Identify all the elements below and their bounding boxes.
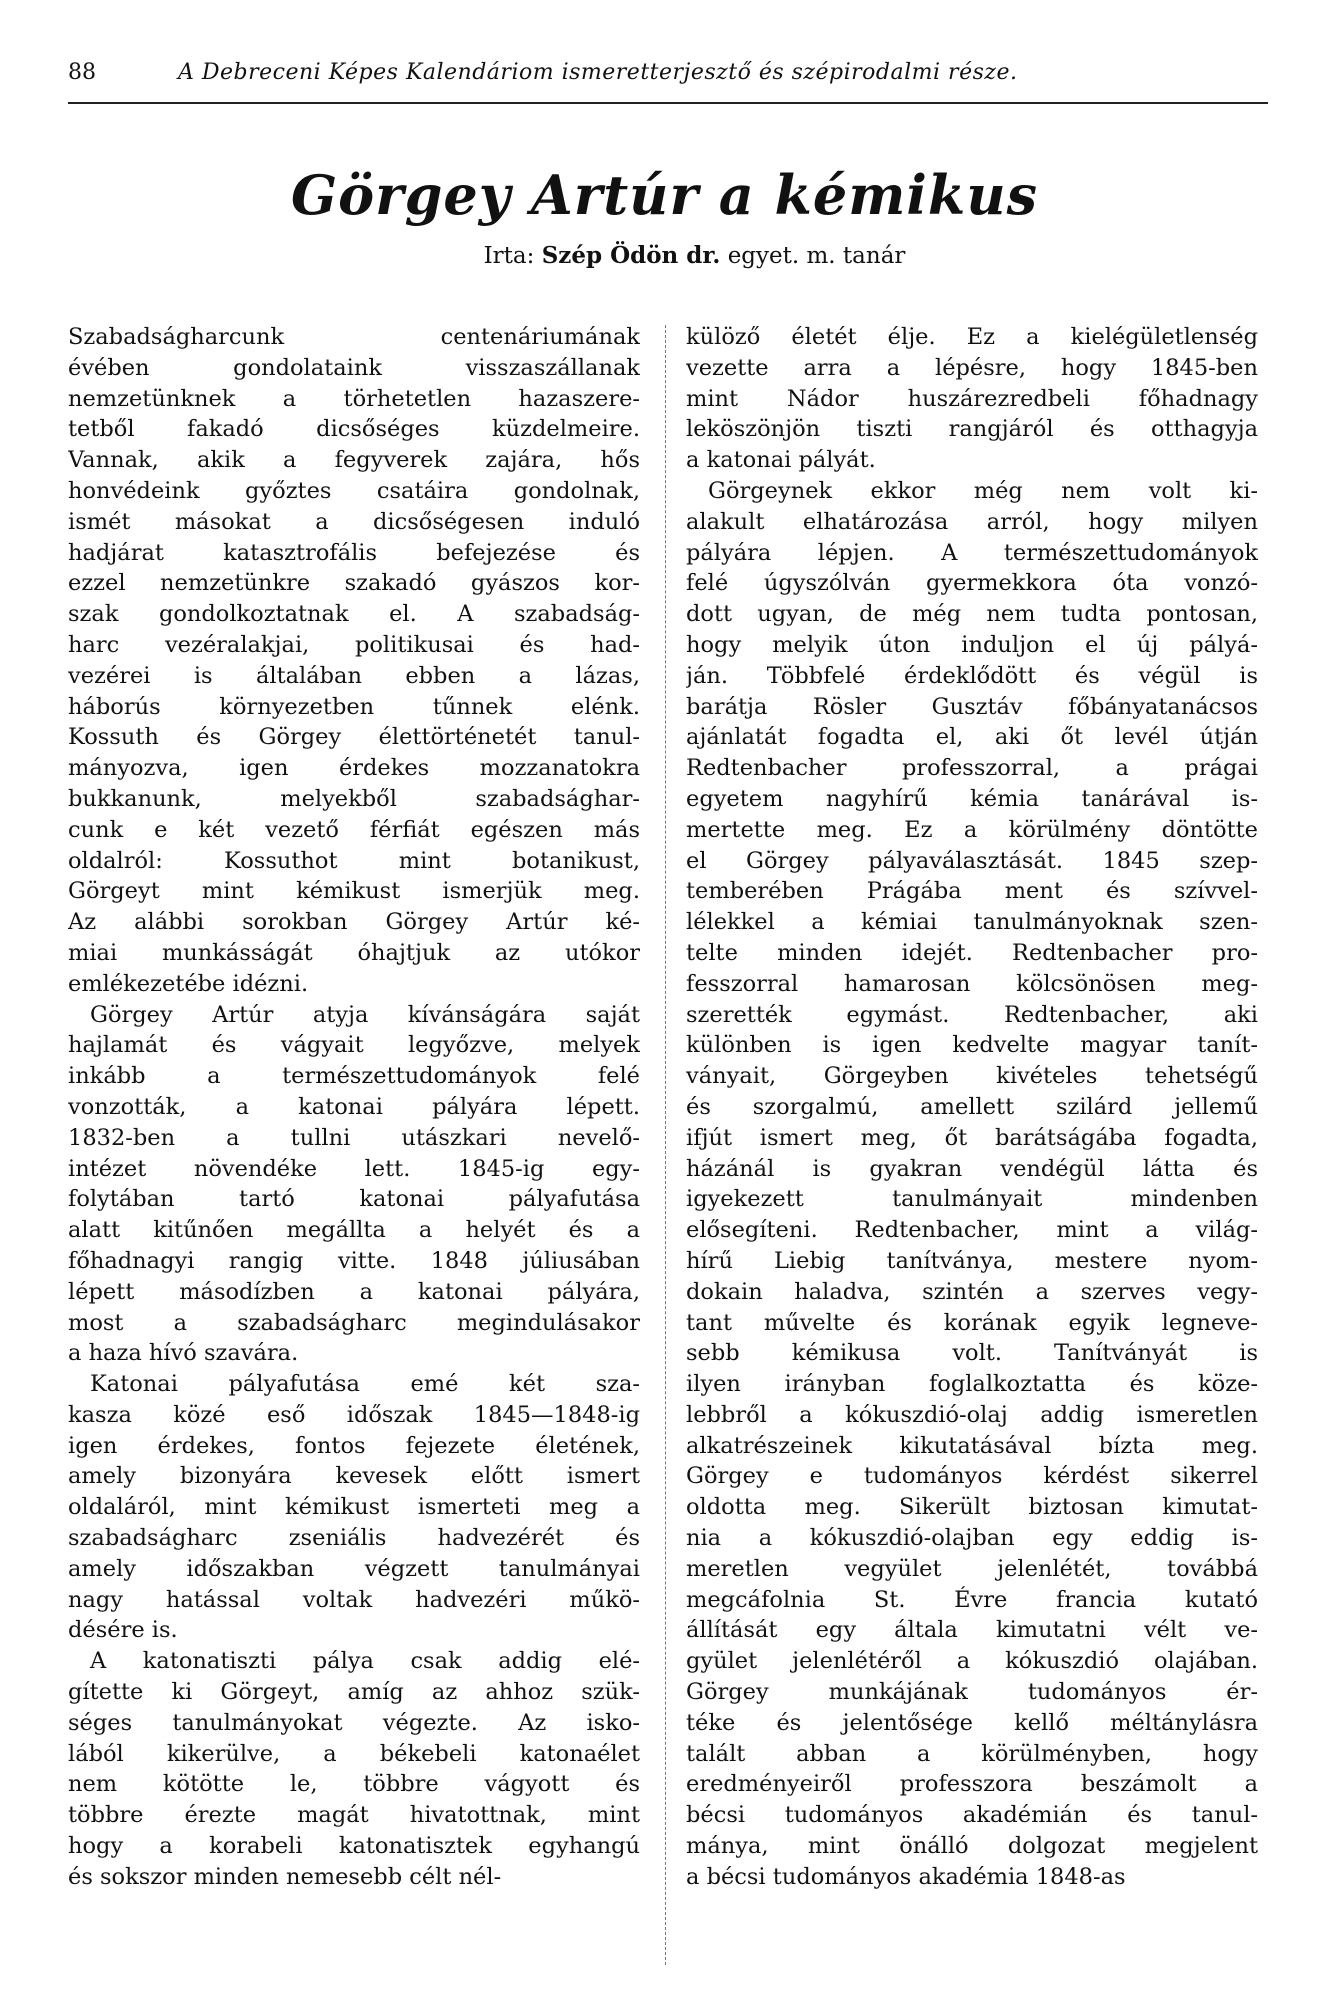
text-line: szerették egymást. Redtenbacher, aki bbox=[686, 1001, 1258, 1028]
text-line: vonzották, a katonai pályára lépett. bbox=[68, 1093, 640, 1120]
text-line: 1832-ben a tullni utászkari nevelő- bbox=[68, 1124, 640, 1151]
text-line: meretlen vegyület jelenlétét, továbbá bbox=[686, 1555, 1258, 1582]
text-line: nemzetünknek a törhetetlen hazaszere- bbox=[68, 385, 640, 412]
text-line: gítette ki Görgeyt, amíg az ahhoz szük- bbox=[68, 1679, 640, 1706]
text-line: többre érezte magát hivatottnak, mint bbox=[68, 1802, 640, 1829]
text-line: Görgey Artúr atyja kívánságára saját bbox=[90, 1001, 640, 1028]
text-line: téke és jelentősége kellő méltánylásra bbox=[686, 1709, 1258, 1736]
text-line: igyekezett tanulmányait mindenben bbox=[686, 1186, 1258, 1213]
text-line: séges tanulmányokat végezte. Az isko- bbox=[68, 1709, 640, 1736]
text-line: Szabadságharcunk centenáriumának bbox=[68, 324, 640, 350]
text-line: ezzel nemzetünkre szakadó gyászos kor- bbox=[68, 570, 640, 597]
text-line: intézet növendéke lett. 1845-ig egy- bbox=[68, 1155, 640, 1182]
text-line: tetből fakadó dicsőséges küzdelmeire. bbox=[68, 416, 640, 443]
text-line: nagy hatással voltak hadvezéri műkö- bbox=[68, 1586, 640, 1613]
text-line: különben is igen kedvelte magyar tanít- bbox=[686, 1032, 1258, 1059]
text-line: lebbről a kókuszdió-olaj addig ismeretlen bbox=[686, 1401, 1258, 1428]
text-line: kasza közé eső időszak 1845—1848-ig bbox=[68, 1401, 640, 1428]
running-head: A Debreceni Képes Kalendáriom ismeretterjesztő és szépirodalmi része. bbox=[178, 60, 1018, 85]
text-line: folytában tartó katonai pályafutása bbox=[68, 1186, 640, 1213]
text-line: egyetem nagyhírű kémia tanárával is- bbox=[686, 785, 1258, 812]
text-line: megcáfolnia St. Évre francia kutató bbox=[686, 1586, 1258, 1613]
text-line: inkább a természettudományok felé bbox=[68, 1063, 640, 1090]
text-line: felé úgyszólván gyermekkora óta vonzó- bbox=[686, 570, 1258, 597]
text-line: hogy a korabeli katonatisztek egyhangú bbox=[68, 1833, 640, 1860]
text-line: ismét másokat a dicsőségesen induló bbox=[68, 508, 640, 535]
text-line: oldaláról, mint kémikust ismerteti meg a bbox=[68, 1494, 640, 1521]
text-line: vezérei is általában ebben a lázas, bbox=[68, 662, 640, 689]
text-line: telte minden idejét. Redtenbacher pro- bbox=[686, 939, 1258, 966]
page-header bbox=[68, 60, 1268, 104]
text-line: eredményeiről professzora beszámolt a bbox=[686, 1771, 1258, 1798]
text-line: vezette arra a lépésre, hogy 1845-ben bbox=[686, 354, 1258, 381]
text-line: hajlamát és vágyait legyőzve, melyek bbox=[68, 1032, 640, 1059]
text-line: lélekkel a kémiai tanulmányoknak szen- bbox=[686, 909, 1258, 936]
text-line: igen érdekes, fontos fejezete életének, bbox=[68, 1432, 640, 1459]
text-line: dott ugyan, de még nem tudta pontosan, bbox=[686, 601, 1258, 628]
article-title: Görgey Artúr a kémikus bbox=[291, 163, 1038, 227]
text-line: bécsi tudományos akadémián és tanul- bbox=[686, 1802, 1258, 1829]
byline bbox=[0, 242, 1329, 269]
text-line: Görgeynek ekkor még nem volt ki- bbox=[708, 477, 1258, 504]
text-line: szabadságharc zseniális hadvezérét és bbox=[68, 1525, 640, 1552]
text-line: fesszorral hamarosan kölcsönösen meg- bbox=[686, 970, 1258, 997]
author-title: egyet. m. tanár bbox=[727, 243, 906, 269]
text-line: mányozva, igen érdekes mozzanatokra bbox=[68, 755, 640, 782]
text-line: évében gondolataink visszaszállanak bbox=[68, 354, 640, 381]
text-line: désére is. bbox=[68, 1617, 178, 1644]
text-line: alakult elhatározása arról, hogy milyen bbox=[686, 508, 1258, 535]
text-line: háborús környezetben tűnnek elénk. bbox=[68, 693, 640, 720]
text-line: Az alábbi sorokban Görgey Artúr ké- bbox=[68, 909, 640, 936]
column-divider bbox=[665, 325, 666, 1965]
text-line: dokain haladva, szintén a szerves vegy- bbox=[686, 1278, 1258, 1305]
text-line: Görgeyt mint kémikust ismerjük meg. bbox=[68, 878, 640, 905]
text-line: emlékezetébe idézni. bbox=[68, 970, 309, 997]
text-line: Vannak, akik a fegyverek zajára, hős bbox=[68, 447, 640, 474]
text-line: amely időszakban végzett tanulmányai bbox=[68, 1555, 640, 1582]
text-line: lépett másodízben a katonai pályára, bbox=[68, 1278, 640, 1305]
text-line: alatt kitűnően megállta a helyét és a bbox=[68, 1217, 640, 1244]
text-line: állítását egy általa kimutatni vélt ve- bbox=[686, 1617, 1258, 1644]
text-line: Görgey e tudományos kérdést sikerrel bbox=[686, 1463, 1258, 1490]
text-line: lából kikerülve, a békebeli katonaélet bbox=[68, 1740, 640, 1767]
text-line: temberében Prágába ment és szívvel- bbox=[686, 878, 1258, 905]
text-line: oldotta meg. Sikerült biztosan kimutat- bbox=[686, 1494, 1258, 1521]
text-line: és sokszor minden nemesebb célt nél- bbox=[68, 1863, 502, 1890]
page-number: 88 bbox=[68, 60, 96, 85]
text-line: alkatrészeinek kikutatásával bízta meg. bbox=[686, 1432, 1258, 1459]
text-line: ilyen irányban foglalkoztatta és köze- bbox=[686, 1371, 1258, 1398]
text-line: talált abban a körülményben, hogy bbox=[686, 1740, 1258, 1767]
text-line: ifjút ismert meg, őt barátságába fogadta, bbox=[686, 1124, 1258, 1151]
text-line: Redtenbacher professzorral, a prágai bbox=[686, 755, 1258, 782]
text-line: hírű Liebig tanítványa, mestere nyom- bbox=[686, 1247, 1258, 1274]
text-line: tant művelte és korának egyik legneve- bbox=[686, 1309, 1258, 1336]
text-line: ványait, Görgeyben kivételes tehetségű bbox=[686, 1063, 1258, 1090]
text-line: nia a kókuszdió-olajban egy eddig is- bbox=[686, 1525, 1258, 1552]
left-text-column bbox=[68, 322, 640, 1893]
text-line: sebb kémikusa volt. Tanítványát is bbox=[686, 1340, 1258, 1367]
right-text-column bbox=[686, 322, 1258, 1893]
text-line: bukkanunk, melyekből szabadsághar- bbox=[68, 785, 640, 812]
text-line: főhadnagyi rangig vitte. 1848 júliusában bbox=[68, 1247, 640, 1274]
text-line: hogy melyik úton induljon el új pályá- bbox=[686, 631, 1258, 658]
text-line: hadjárat katasztrofális befejezése és bbox=[68, 539, 640, 566]
text-line: mánya, mint önálló dolgozat megjelent bbox=[686, 1833, 1258, 1860]
text-line: ajánlatát fogadta el, aki őt levél útján bbox=[686, 724, 1258, 751]
text-line: barátja Rösler Gusztáv főbányatanácsos bbox=[686, 693, 1258, 720]
text-line: miai munkásságát óhajtjuk az utókor bbox=[68, 939, 640, 966]
text-line: most a szabadságharc megindulásakor bbox=[68, 1309, 640, 1336]
byline-prefix: Irta: bbox=[483, 243, 535, 269]
text-line: ján. Többfelé érdeklődött és végül is bbox=[686, 662, 1258, 689]
text-line: honvédeink győztes csatáira gondolnak, bbox=[68, 477, 640, 504]
text-line: házánál is gyakran vendégül látta és bbox=[686, 1155, 1258, 1182]
text-line: pályára lépjen. A természettudományok bbox=[686, 539, 1258, 566]
text-line: elősegíteni. Redtenbacher, mint a világ- bbox=[686, 1217, 1258, 1244]
text-line: szak gondolkoztatnak el. A szabadság- bbox=[68, 601, 640, 628]
text-line: mertette meg. Ez a körülmény döntötte bbox=[686, 816, 1258, 843]
text-line: A katonatiszti pálya csak addig elé- bbox=[90, 1648, 640, 1675]
text-line: cunk e két vezető férfiát egészen más bbox=[68, 816, 640, 843]
text-line: harc vezéralakjai, politikusai és had- bbox=[68, 631, 640, 658]
text-line: a haza hívó szavára. bbox=[68, 1340, 299, 1367]
text-line: külöző életét élje. Ez a kielégületlenség bbox=[686, 324, 1258, 350]
text-line: leköszönjön tiszti rangjáról és otthagyja bbox=[686, 416, 1258, 443]
author-name: Szép Ödön dr. bbox=[541, 242, 721, 269]
text-line: oldalról: Kossuthot mint botanikust, bbox=[68, 847, 640, 874]
text-line: a bécsi tudományos akadémia 1848-as bbox=[686, 1863, 1126, 1890]
text-line: Görgey munkájának tudományos ér- bbox=[686, 1679, 1258, 1706]
text-line: a katonai pályát. bbox=[686, 447, 876, 474]
text-line: Kossuth és Görgey élettörténetét tanul- bbox=[68, 724, 640, 751]
text-line: mint Nádor huszárezredbeli főhadnagy bbox=[686, 385, 1258, 412]
text-line: el Görgey pályaválasztását. 1845 szep- bbox=[686, 847, 1258, 874]
text-line: amely bizonyára kevesek előtt ismert bbox=[68, 1463, 640, 1490]
text-line: Katonai pályafutása emé két sza- bbox=[90, 1371, 640, 1398]
text-line: és szorgalmú, amellett szilárd jellemű bbox=[686, 1093, 1258, 1120]
text-line: nem kötötte le, többre vágyott és bbox=[68, 1771, 640, 1798]
text-line: gyület jelenlétéről a kókuszdió olajában. bbox=[686, 1648, 1258, 1675]
